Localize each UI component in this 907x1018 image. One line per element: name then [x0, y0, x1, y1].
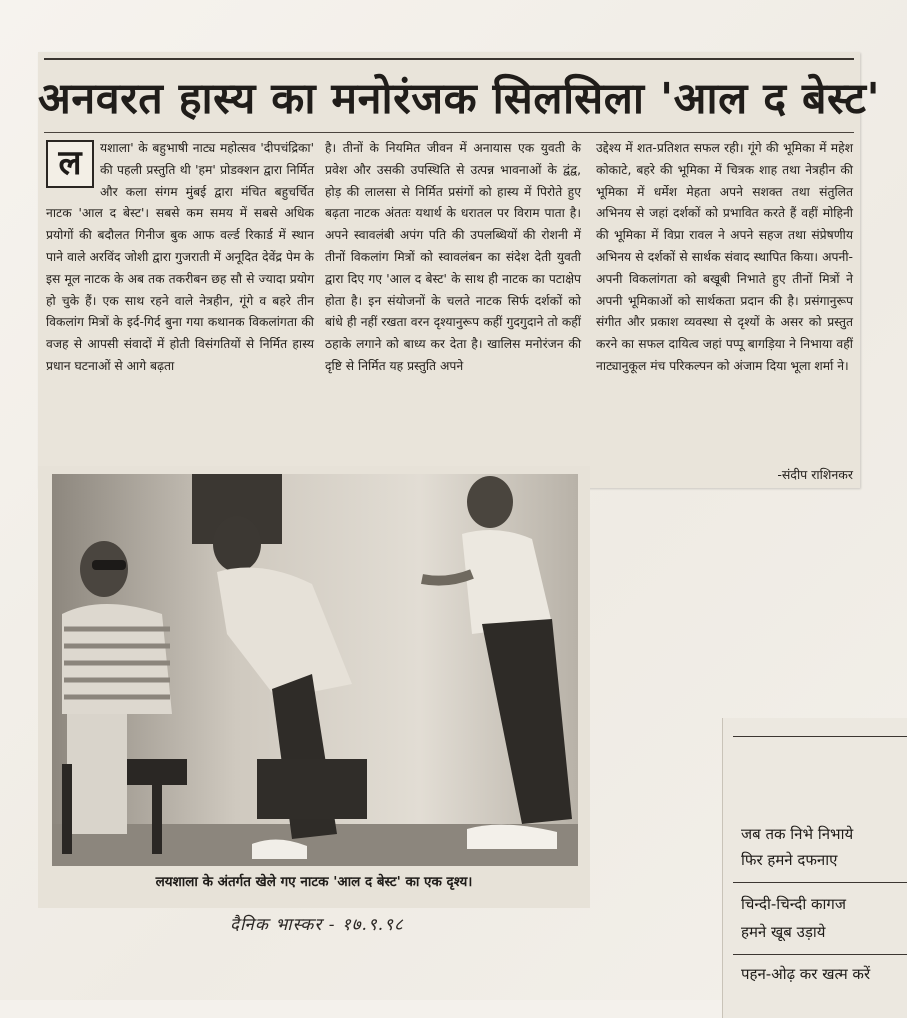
headline: अनवरत हास्य का मनोरंजक सिलसिला 'आल द बेस्ट' [38, 74, 881, 124]
poem-line: पहन-ओढ़ कर खत्म करें [741, 965, 871, 983]
poem-line: जब तक निभे निभाये [741, 825, 854, 843]
article-column-1 [46, 138, 314, 378]
poem-line: फिर हमने दफनाए [741, 851, 838, 869]
adjacent-clipping-poem [722, 718, 907, 1018]
play-scene-photo [52, 474, 578, 866]
article-column-2: है। तीनों के नियमित जीवन में अनायास एक युवती के प्रवेश और उसकी उपस्थिति से उत्पन्न भावनाओं के द्वंद्व, होड़ की लालसा से निर्मित प्रसंगों को हास्य में पिरोते हुए बढ़ता नाटक अंततः यथार्थ के धरातल पर विराम पाता है। अपने स्वावलंबी अपंग पति की उपलब्धियों की रोशनी में तीनों विकलांग मित्रों को स्वावलंबन का संदेश देती युवती द्वारा दिए गए 'आल द बेस्ट' के साथ ही नाटक का पटाक्षेप होता है। इन संयोजनों के चलते नाटक सिर्फ दर्शकों को बांधे ही नहीं रखता वरन दृश्यानुरूप कहीं गुदगुदाने तो कहीं ठहाके लगाने को बाध्य कर देता है। खालिस मनोरंजन की दृष्टि से निर्मित यह प्रस्तुति अपने [325, 141, 581, 373]
byline: -संदीप राशिनकर [777, 467, 853, 482]
newspaper-clipping [38, 52, 881, 488]
poem-rule [733, 882, 907, 883]
poem-line: हमने खूब उड़ाये [741, 923, 826, 941]
handwritten-source-note: दैनिक भास्कर - १७.९.९८ [230, 915, 404, 935]
drop-cap: ल [46, 140, 94, 188]
poem-line: चिन्दी-चिन्दी कागज [741, 895, 846, 913]
article-column-3: उद्देश्य में शत-प्रतिशत सफल रही। गूंगे की भूमिका में महेश कोकाटे, बहरे की भूमिका में चित्रक शाह तथा नेत्रहीन की भूमिका में धर्मेश मेहता अपने सशक्त तथा संतुलित अभिनय से जहां दर्शकों को प्रभावित करते हैं वहीं मोहिनी की भूमिका में विप्रा रावल ने अपने सहज तथा संप्रेषणीय अभिनय से दर्शकों से सार्थक संवाद स्थापित किया। अपनी-अपनी विकलांगता को बखूबी निभाते हुए तीनों मित्रों ने अपनी भूमिकाओं को सार्थकता प्रदान की है। प्रसंगानुरूप संगीत और प्रकाश व्यवस्था से दृश्यों के असर को प्रस्तुत करने का सफल दायित्व जहां पप्पू बागड़िया ने निभाया वहीं नाट्यानुकूल मंच परिकल्पन को अंजाम दिया भूला शर्मा ने। [596, 141, 853, 373]
photo-illustration [52, 474, 578, 866]
column-1-text: यशाला' के बहुभाषी नाट्य महोत्सव 'दीपचंद्रिका' की पहली प्रस्तुति थी 'हम' प्रोडक्शन द्वारा निर्मित और कला संगम मुंबई द्वारा मंचित बहुचर्चित नाटक 'आल द बेस्ट'। सबसे कम समय में सबसे अधिक प्रयोगों की बदौलत गिनीज बुक आफ वर्ल्ड रिकार्ड में स्थान पाने वाले अरविंद जोशी द्वारा गुजराती में अनूदित देवेंद्र पेम के इस मूल नाटक के अब तक तकरीबन छह सौ से ज्यादा प्रयोग हो चुके हैं। एक साथ रहने वाले नेत्रहीन, गूंगे व बहरे तीन विकलांग मित्रों के इर्द-गिर्द बुना गया कथानक विकलांगता की वजह से आपसी संवादों में होती विसंगतियों से निर्मित हास्य प्रधान घटनाओं से आगे बढ़ता [46, 141, 314, 373]
photo-block [38, 466, 590, 908]
top-rule [44, 58, 854, 60]
poem-rule [733, 954, 907, 955]
photo-caption: लयशाला के अंतर्गत खेले गए नाटक 'आल द बेस्ट' का एक दृश्य। [155, 874, 473, 890]
headline-rule [44, 132, 854, 133]
poem-rule [733, 736, 907, 737]
